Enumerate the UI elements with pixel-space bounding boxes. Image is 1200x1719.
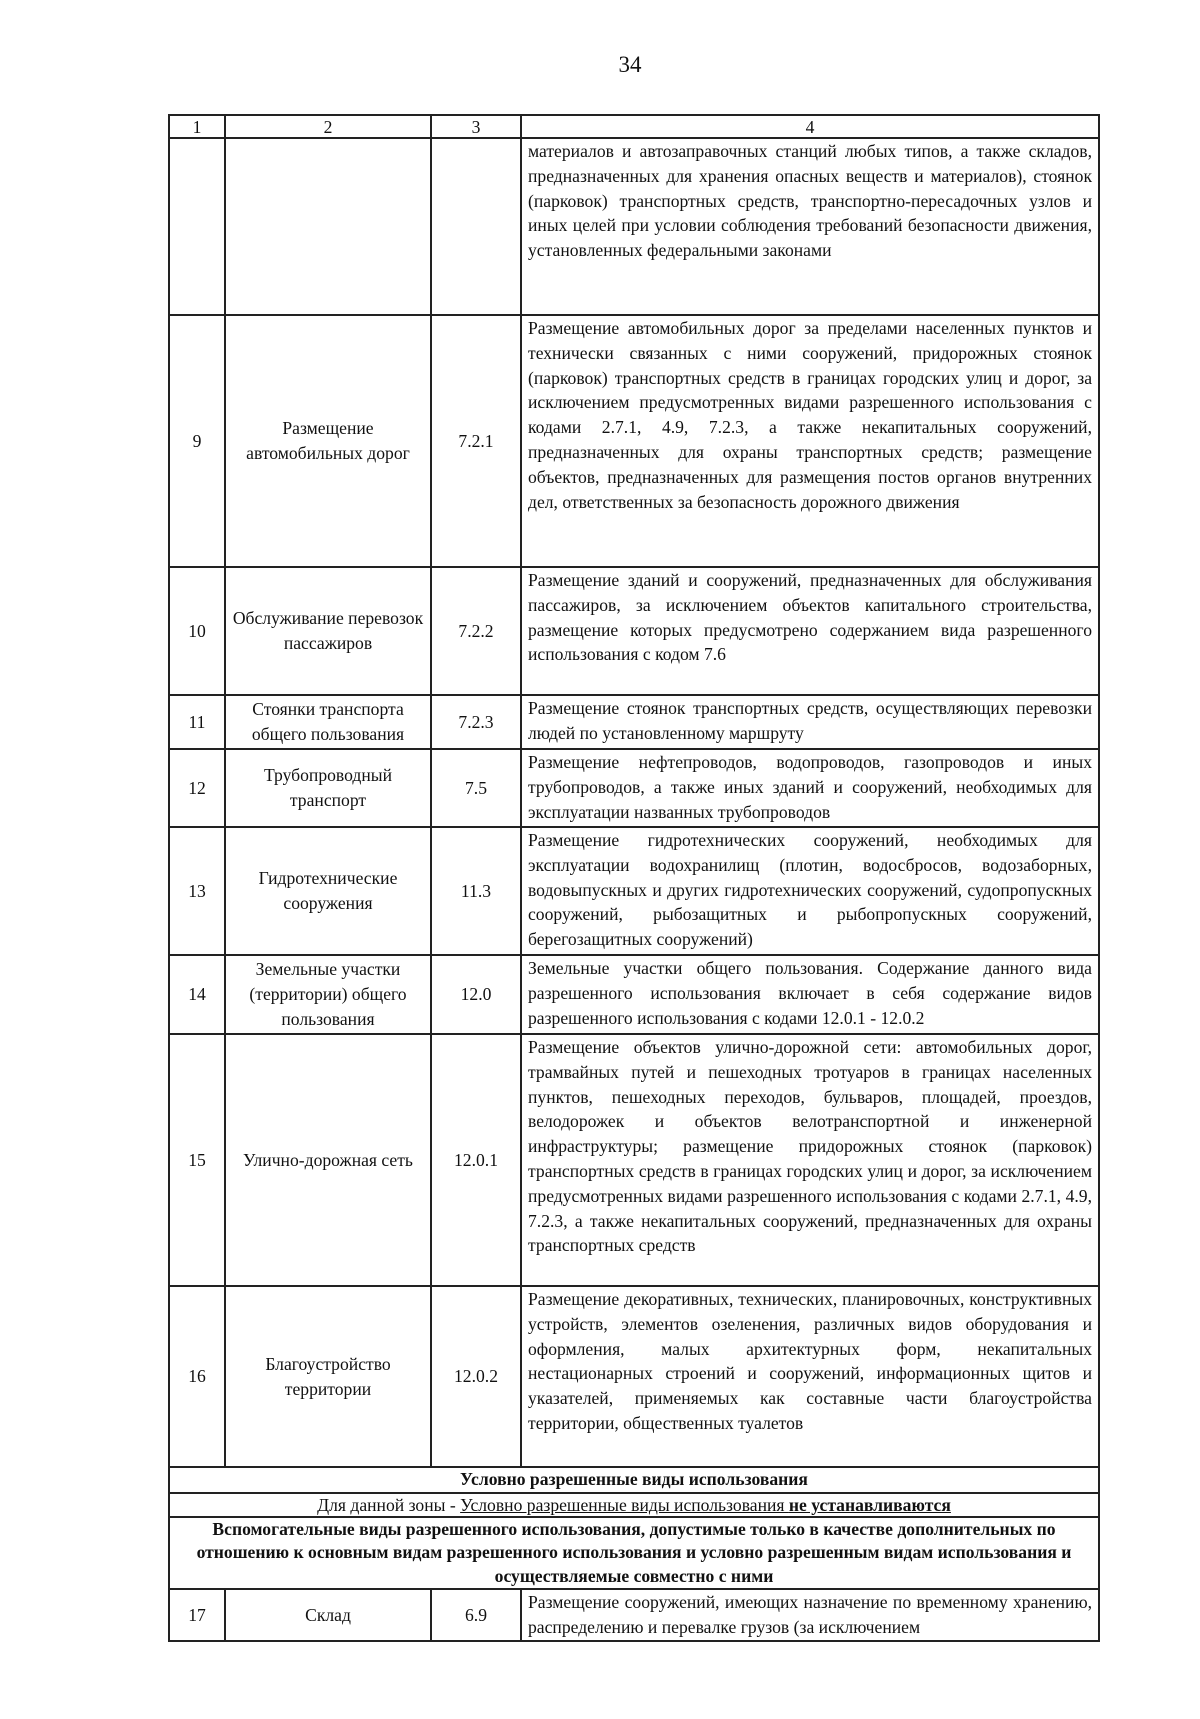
use-type-description: Размещение сооружений, имеющих назначение по временному хранению, распределению и перевалке грузов (за исключением — [521, 1589, 1099, 1641]
row-number: 12 — [169, 749, 225, 827]
column-header: 1 — [169, 115, 225, 138]
table-row — [169, 695, 1099, 749]
table-row — [169, 138, 1099, 315]
use-type-code: 7.5 — [431, 749, 521, 827]
column-header: 3 — [431, 115, 521, 138]
use-type-description: Размещение зданий и сооружений, предназначенных для обслуживания пассажиров, за исключением объектов капитального строительства, размещение которых предусмотрено содержанием вида разрешенного использования с кодом 7.6 — [521, 567, 1099, 695]
table-row — [169, 567, 1099, 695]
use-type-name — [225, 138, 431, 315]
table-row — [169, 1286, 1099, 1467]
use-type-description: Размещение декоративных, технических, планировочных, конструктивных устройств, элементов озеленения, различных видов оборудования и оформления, малых архитектурных форм, некапитальных нестационарных строений и сооружений, информационных щитов и указателей, применяемых как составные части благоустройства территории, общественных туалетов — [521, 1286, 1099, 1467]
section-note — [169, 1493, 1099, 1517]
table-row — [169, 315, 1099, 567]
section-title-auxiliary: Вспомогательные виды разрешенного использования, допустимые только в качестве дополнительных по отношению к основным видам разрешенного использования и условно разрешенным видам использования и осуществляемые совместно с ними — [169, 1517, 1099, 1590]
row-number: 14 — [169, 955, 225, 1034]
use-type-description: Размещение гидротехнических сооружений, необходимых для эксплуатации водохранилищ (плотин, водосбросов, водозаборных, водовыпускных и других гидротехнических сооружений, судопропускных сооружений, рыбозащитных и рыбопропускных сооружений, берегозащитных сооружений) — [521, 827, 1099, 955]
use-type-name: Трубопроводный транспорт — [225, 749, 431, 827]
use-type-code: 12.0.1 — [431, 1034, 521, 1286]
section-note-emphasis: не устанавливаются — [788, 1494, 951, 1515]
table-row — [169, 1589, 1099, 1641]
use-type-code: 11.3 — [431, 827, 521, 955]
use-type-description: Размещение объектов улично-дорожной сети: автомобильных дорог, трамвайных путей и пешеходных тротуаров в границах населенных пунктов, пешеходных переходов, бульваров, площадей, проездов, велодорожек и объектов велотранспортной и инженерной инфраструктуры; размещение придорожных стоянок (парковок) транспортных средств в границах городских улиц и дорог, за исключением предусмотренных видами разрешенного использования с кодами 2.7.1, 4.9, 7.2.3, а также некапитальных сооружений, предназначенных для охраны транспортных средств — [521, 1034, 1099, 1286]
section-header-row — [169, 1517, 1099, 1590]
table-row — [169, 1034, 1099, 1286]
use-type-code: 7.2.2 — [431, 567, 521, 695]
use-type-name: Улично-дорожная сеть — [225, 1034, 431, 1286]
use-type-code: 6.9 — [431, 1589, 521, 1641]
use-type-code: 7.2.3 — [431, 695, 521, 749]
use-type-code: 7.2.1 — [431, 315, 521, 567]
table-row — [169, 749, 1099, 827]
use-type-code: 12.0.2 — [431, 1286, 521, 1467]
row-number: 10 — [169, 567, 225, 695]
section-header-row — [169, 1467, 1099, 1493]
use-type-description: Размещение стоянок транспортных средств, осуществляющих перевозки людей по установленному маршруту — [521, 695, 1099, 749]
section-note-text: Условно разрешенные виды использования — [460, 1494, 789, 1515]
use-type-description: Размещение нефтепроводов, водопроводов, газопроводов и иных трубопроводов, а также иных зданий и сооружений, необходимых для эксплуатации названных трубопроводов — [521, 749, 1099, 827]
row-number: 15 — [169, 1034, 225, 1286]
row-number: 17 — [169, 1589, 225, 1641]
row-number: 9 — [169, 315, 225, 567]
use-type-name: Благоустройство территории — [225, 1286, 431, 1467]
land-use-table — [168, 114, 1100, 1642]
row-number: 16 — [169, 1286, 225, 1467]
use-type-description: Земельные участки общего пользования. Содержание данного вида разрешенного использования включает в себя содержание видов разрешенного использования с кодами 12.0.1 - 12.0.2 — [521, 955, 1099, 1034]
section-note-row — [169, 1493, 1099, 1517]
use-type-description: Размещение автомобильных дорог за пределами населенных пунктов и технически связанных с ними сооружений, придорожных стоянок (парковок) транспортных средств в границах городских улиц и дорог, за исключением предусмотренных видами разрешенного использования с кодами 2.7.1, 4.9, 7.2.3, а также некапитальных сооружений, предназначенных для охраны транспортных средств; размещение объектов, предназначенных для размещения постов органов внутренних дел, ответственных за безопасность дорожного движения — [521, 315, 1099, 567]
page-number: 34 — [618, 52, 642, 77]
table-row — [169, 827, 1099, 955]
row-number — [169, 138, 225, 315]
use-type-code — [431, 138, 521, 315]
section-title-conditional: Условно разрешенные виды использования — [169, 1467, 1099, 1493]
use-type-name: Стоянки транспорта общего пользования — [225, 695, 431, 749]
use-type-description: материалов и автозаправочных станций любых типов, а также складов, предназначенных для хранения опасных веществ и материалов), стоянок (парковок) транспортных средств, транспортно-пересадочных узлов и иных целей при условии соблюдения требований безопасности движения, установленных федеральными законами — [521, 138, 1099, 315]
use-type-name: Земельные участки (территории) общего пользования — [225, 955, 431, 1034]
row-number: 11 — [169, 695, 225, 749]
use-type-name: Гидротехнические сооружения — [225, 827, 431, 955]
use-type-name: Обслуживание перевозок пассажиров — [225, 567, 431, 695]
use-type-name: Размещение автомобильных дорог — [225, 315, 431, 567]
column-number-row — [169, 115, 1099, 138]
column-header: 2 — [225, 115, 431, 138]
table-row — [169, 955, 1099, 1034]
use-type-name: Склад — [225, 1589, 431, 1641]
use-type-code: 12.0 — [431, 955, 521, 1034]
column-header: 4 — [521, 115, 1099, 138]
section-note-prefix: Для данной зоны - — [317, 1494, 461, 1515]
row-number: 13 — [169, 827, 225, 955]
